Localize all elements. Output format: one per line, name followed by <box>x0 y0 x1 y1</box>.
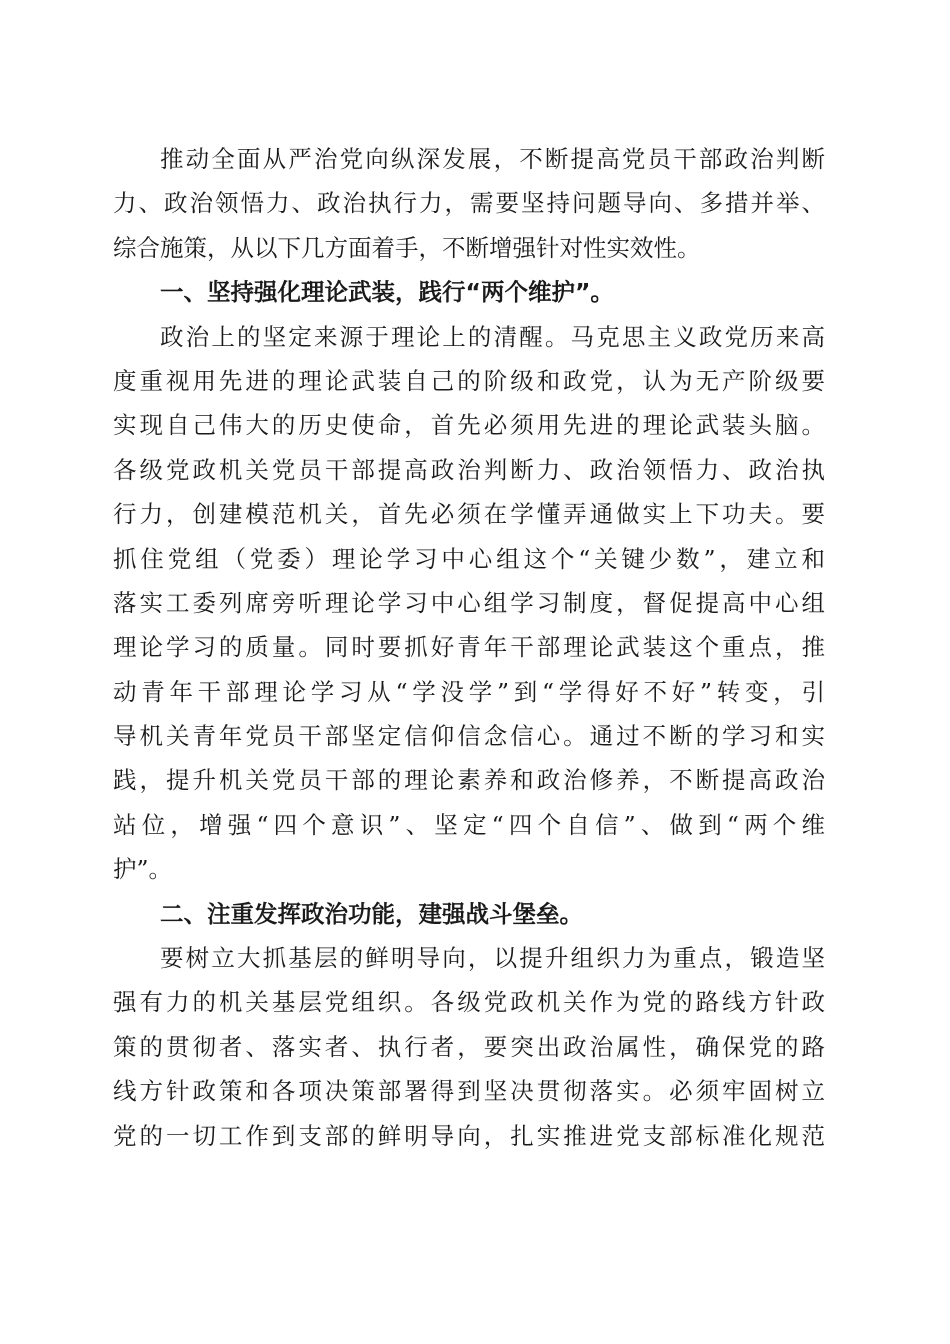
paragraph-line: 践，提升机关党员干部的理论素养和政治修养，不断提高政治 <box>113 766 825 795</box>
paragraph-line: 要树立大抓基层的鲜明导向，以提升组织力为重点，锻造坚 <box>160 944 825 973</box>
paragraph-line: 政治上的坚定来源于理论上的清醒。马克思主义政党历来高 <box>160 322 825 351</box>
paragraph-line: 线方针政策和各项决策部署得到坚决贯彻落实。必须牢固树立 <box>113 1077 825 1106</box>
intro-paragraph <box>113 137 825 270</box>
paragraph-line: 度重视用先进的理论武装自己的阶级和政党，认为无产阶级要 <box>113 366 825 395</box>
paragraph-line: 理论学习的质量。同时要抓好青年干部理论武装这个重点，推 <box>113 633 825 662</box>
paragraph-line: 策的贯彻者、落实者、执行者，要突出政治属性，确保党的路 <box>113 1032 825 1061</box>
paragraph-line: 党的一切工作到支部的鲜明导向，扎实推进党支部标准化规范 <box>113 1121 825 1150</box>
document-page <box>113 137 825 1158</box>
paragraph-line: 动青年干部理论学习从“学没学”到“学得好不好”转变，引 <box>113 677 825 706</box>
paragraph-line: 行力，创建模范机关，首先必须在学懂弄通做实上下功夫。要 <box>113 500 825 529</box>
paragraph-line: 实现自己伟大的历史使命，首先必须用先进的理论武装头脑。 <box>113 411 825 440</box>
paragraph-line: 抓住党组（党委）理论学习中心组这个“关键少数”，建立和 <box>113 544 825 573</box>
paragraph-line: 强有力的机关基层党组织。各级党政机关作为党的路线方针政 <box>113 988 825 1017</box>
paragraph-line: 力、政治领悟力、政治执行力，需要坚持问题导向、多措并举、 <box>113 189 825 218</box>
paragraph-line: 综合施策，从以下几方面着手，不断增强针对性实效性。 <box>113 233 701 262</box>
paragraph-line: 护”。 <box>113 855 173 884</box>
section-heading-1: 一、坚持强化理论武装，践行“两个维护”。 <box>160 278 614 307</box>
section-1-paragraph <box>113 315 825 892</box>
section-heading-2: 二、注重发挥政治功能，建强战斗堡垒。 <box>160 899 583 928</box>
paragraph-line: 落实工委列席旁听理论学习中心组学习制度，督促提高中心组 <box>113 588 825 617</box>
paragraph-line: 导机关青年党员干部坚定信仰信念信心。通过不断的学习和实 <box>113 722 825 751</box>
section-2-paragraph <box>113 936 825 1158</box>
paragraph-line: 站位，增强“四个意识”、坚定“四个自信”、做到“两个维 <box>113 810 825 839</box>
paragraph-line: 推动全面从严治党向纵深发展，不断提高党员干部政治判断 <box>160 145 825 173</box>
paragraph-line: 各级党政机关党员干部提高政治判断力、政治领悟力、政治执 <box>113 455 825 484</box>
